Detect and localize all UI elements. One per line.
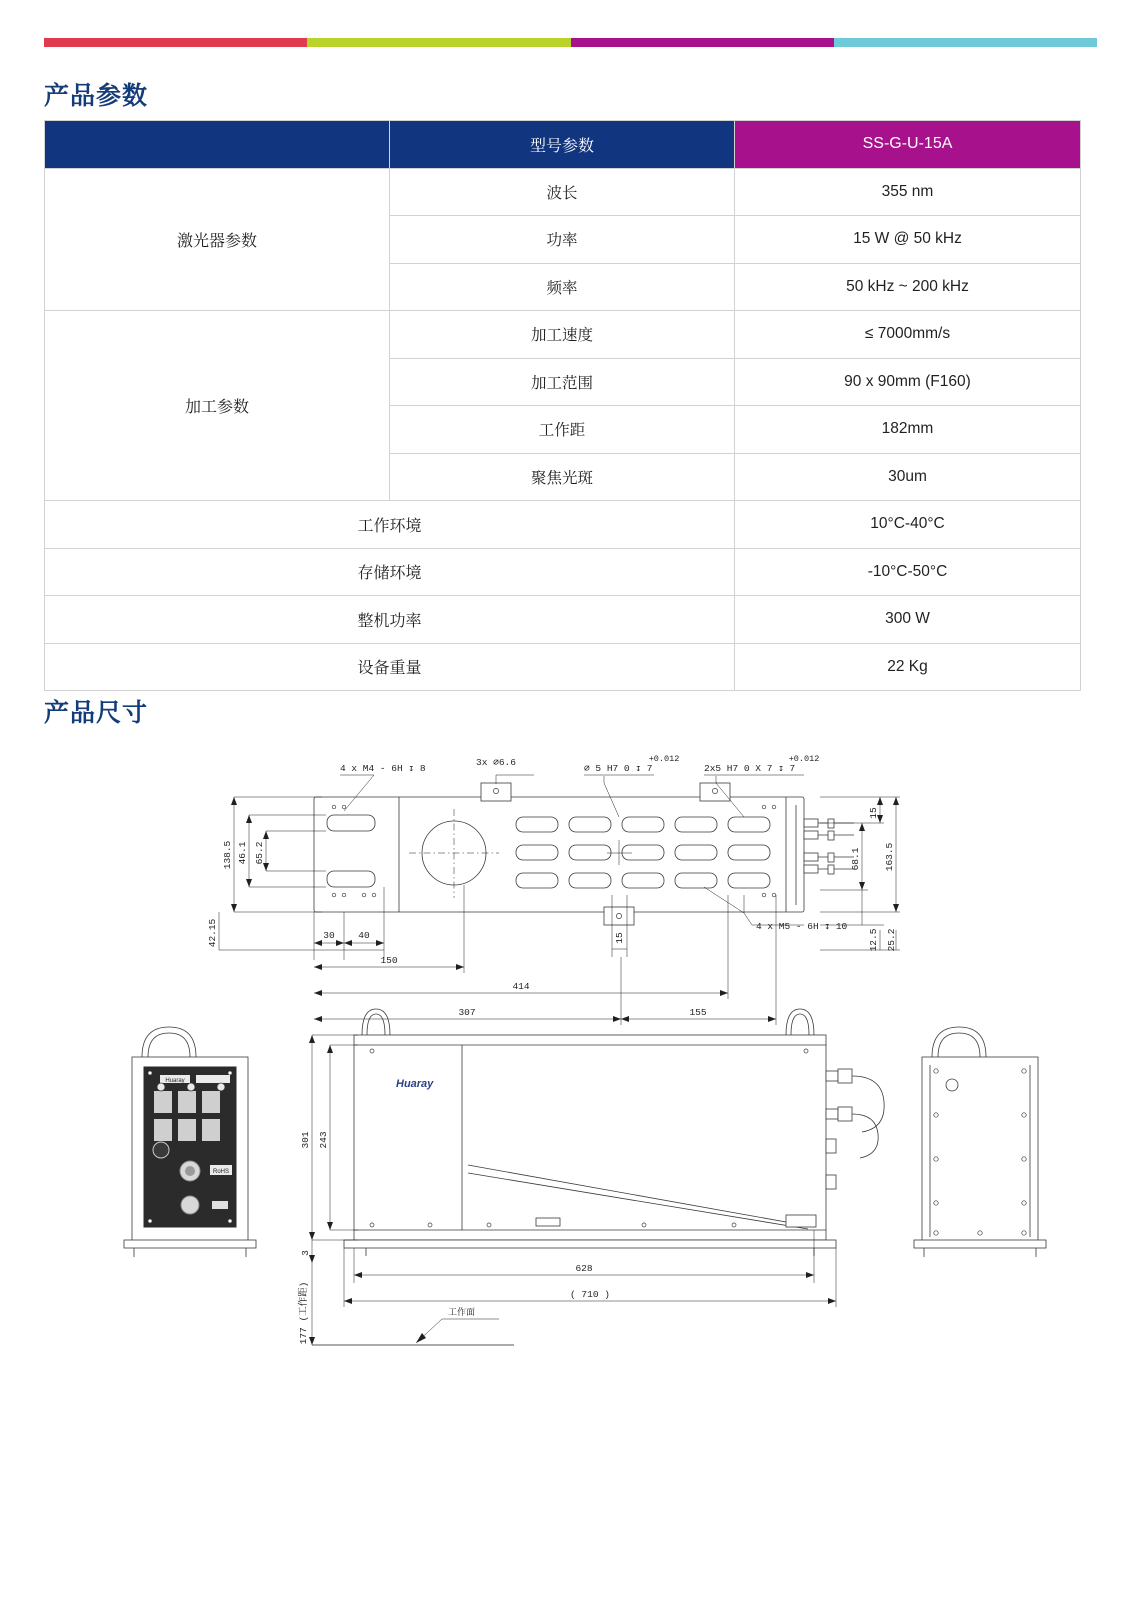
callout-2x5-h7: 2x5 H7 0 X 7 ↧ 7 xyxy=(704,763,796,774)
dim-414: 414 xyxy=(512,981,530,992)
table-row xyxy=(45,548,1081,596)
dim-155: 155 xyxy=(689,1007,707,1018)
row-value: 300 W xyxy=(735,596,1081,644)
dim-681: 68.1 xyxy=(850,847,861,871)
row-value: 15 W @ 50 kHz xyxy=(735,216,1081,264)
dim-301: 301 xyxy=(300,1131,311,1149)
row-label: 工作环境 xyxy=(45,501,735,549)
dim-652: 65.2 xyxy=(254,841,265,865)
row-value: ≤ 7000mm/s xyxy=(735,311,1081,359)
right-end-view-group xyxy=(914,1027,1046,1257)
row-label: 设备重量 xyxy=(45,643,735,691)
dim-243: 243 xyxy=(318,1131,329,1149)
dim-628: 628 xyxy=(575,1263,593,1274)
dim-125: 12.5 xyxy=(868,928,879,952)
decorative-color-bar xyxy=(44,38,1097,47)
dim-4215: 42.15 xyxy=(207,918,218,948)
dim-15-bottom: 15 xyxy=(614,932,625,944)
dim-150: 150 xyxy=(380,955,398,966)
front-view-group xyxy=(297,1009,884,1345)
color-bar-segment-2 xyxy=(307,38,570,47)
brand-logo: Huaray xyxy=(396,1078,434,1090)
dim-461: 46.1 xyxy=(237,841,248,865)
dim-40: 40 xyxy=(358,930,370,941)
row-label: 功率 xyxy=(390,216,735,264)
dim-15-right: 15 xyxy=(868,807,879,819)
row-label: 整机功率 xyxy=(45,596,735,644)
top-view-group xyxy=(207,754,900,1025)
tolerance-label-2: +0.012 xyxy=(788,754,820,764)
row-label: 加工速度 xyxy=(390,311,735,359)
color-bar-segment-4 xyxy=(834,38,1097,47)
callout-m4-thread: 4 x M4 - 6H ↧ 8 xyxy=(340,763,426,774)
technical-drawing-area xyxy=(44,735,1097,1375)
group-label-processing-parameters: 加工参数 xyxy=(45,311,390,501)
dim-30: 30 xyxy=(323,930,335,941)
left-end-view-group xyxy=(124,1027,256,1257)
section-title-product-dimensions: 产品尺寸 xyxy=(44,699,149,727)
table-row xyxy=(45,168,1081,216)
row-label: 聚焦光斑 xyxy=(390,453,735,501)
group-label-laser-parameters: 激光器参数 xyxy=(45,168,390,311)
table-row xyxy=(45,311,1081,359)
dim-710: ( 710 ) xyxy=(570,1289,610,1300)
row-label: 加工范围 xyxy=(390,358,735,406)
section-title-product-parameters: 产品参数 xyxy=(44,82,149,110)
row-value: 50 kHz ~ 200 kHz xyxy=(735,263,1081,311)
table-header-blank xyxy=(45,121,390,169)
row-label: 波长 xyxy=(390,168,735,216)
color-bar-segment-1 xyxy=(44,38,307,47)
dim-252: 25.2 xyxy=(886,928,897,952)
product-parameters-table xyxy=(44,120,1081,691)
table-header-model-name: SS-G-U-15A xyxy=(735,121,1081,169)
row-value: 30um xyxy=(735,453,1081,501)
row-value: 355 nm xyxy=(735,168,1081,216)
panel-logo-label: Huaray xyxy=(165,1078,185,1084)
color-bar-segment-3 xyxy=(571,38,834,47)
dimension-drawing-svg xyxy=(44,735,1097,1375)
callout-3x-dia66: 3x ⌀6.6 xyxy=(476,757,516,768)
dim-307: 307 xyxy=(458,1007,476,1018)
table-row xyxy=(45,643,1081,691)
callout-dia5-h7: ⌀ 5 H7 0 ↧ 7 xyxy=(584,763,653,774)
label-working-surface: 工作面 xyxy=(448,1307,476,1317)
dim-3: 3 xyxy=(300,1250,311,1256)
table-row xyxy=(45,501,1081,549)
table-row xyxy=(45,596,1081,644)
tolerance-label-1: +0.012 xyxy=(648,754,680,764)
callout-m5-thread: 4 x M5 - 6H ↧ 10 xyxy=(756,921,848,932)
panel-rohs-label: RoHS xyxy=(212,1169,230,1175)
dim-177-working-distance: 177 (工作距) xyxy=(298,1281,309,1345)
row-value: 182mm xyxy=(735,406,1081,454)
table-header-model-parameters: 型号参数 xyxy=(390,121,735,169)
row-label: 工作距 xyxy=(390,406,735,454)
row-label: 存储环境 xyxy=(45,548,735,596)
row-value: 90 x 90mm (F160) xyxy=(735,358,1081,406)
table-header-row xyxy=(45,121,1081,169)
dim-1635: 163.5 xyxy=(884,842,895,872)
row-value: 10°C-40°C xyxy=(735,501,1081,549)
row-label: 频率 xyxy=(390,263,735,311)
dim-1385: 138.5 xyxy=(222,840,233,870)
row-value: -10°C-50°C xyxy=(735,548,1081,596)
row-value: 22 Kg xyxy=(735,643,1081,691)
